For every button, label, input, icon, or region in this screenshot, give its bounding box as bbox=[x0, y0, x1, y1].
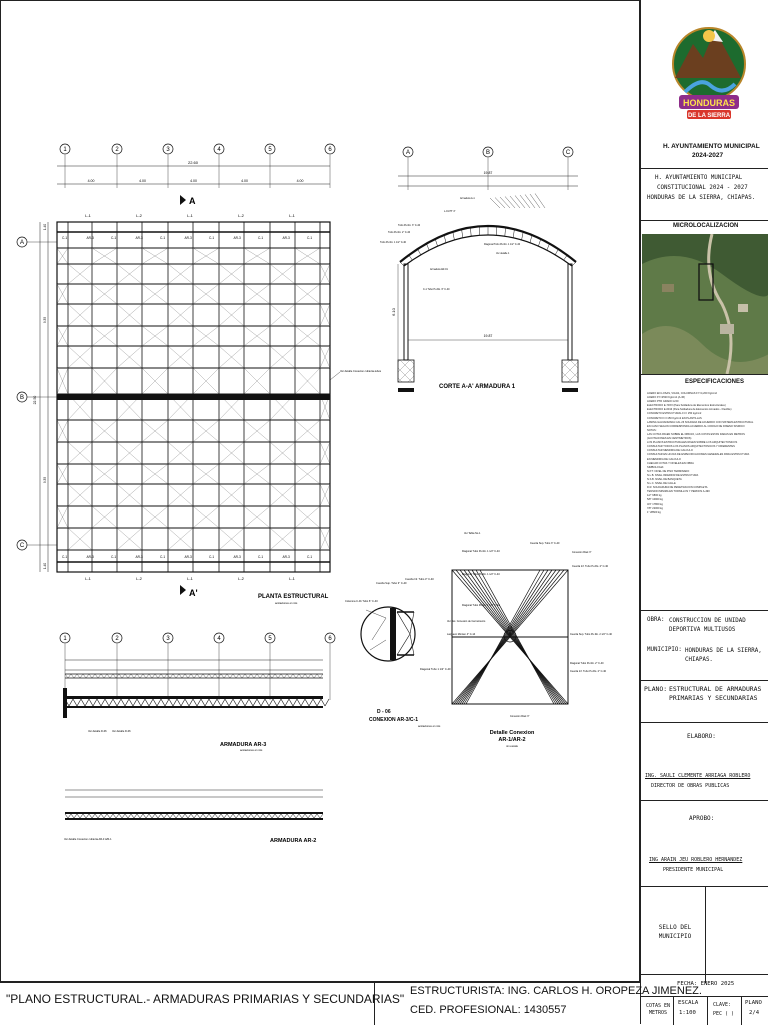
detail-conn-label: Cuerda Sup. Tubo 3" C-40 bbox=[530, 542, 560, 545]
cut-mark-top-icon bbox=[180, 195, 186, 205]
truss-ar3-scale: acotaciones en mts bbox=[240, 748, 263, 752]
truss-ar3-web bbox=[65, 674, 329, 706]
plan-truss-label: C-1 bbox=[209, 236, 214, 240]
aprobo-label: APROBO: bbox=[689, 815, 714, 822]
plan-side-dim: 9.35 bbox=[43, 477, 47, 483]
cut-mark-top: A bbox=[189, 196, 196, 206]
plan-truss-label: C-1 bbox=[160, 236, 165, 240]
spec-item: EN MEMORIA DE CALCULO bbox=[647, 458, 763, 462]
spec-title: ESPECIFICACIONES bbox=[685, 379, 744, 385]
detail-conn-label: Conexion Rtek 3" bbox=[572, 551, 591, 554]
plan-axis-5-label: 5 bbox=[268, 147, 272, 153]
plan-beam-label: L-2 bbox=[238, 576, 245, 581]
plan-truss-label: AR-3 bbox=[87, 555, 94, 559]
plan-truss-label: C-1 bbox=[209, 555, 214, 559]
footer-title: "PLANO ESTRUCTURAL.- ARMADURAS PRIMARIAS Y SECUNDARIAS" bbox=[6, 992, 404, 1006]
truss-ar3-axes bbox=[60, 633, 335, 700]
detail-d06-label-2: Cuerda Inf. Tubo 3" C-40 bbox=[405, 577, 434, 581]
plan-axis-4-label: 4 bbox=[217, 147, 221, 153]
plan-axis-4 bbox=[214, 144, 224, 154]
spec-item: 1" 28600 kg bbox=[647, 511, 763, 515]
detail-conn-scale: sin escala bbox=[506, 744, 518, 748]
section-label: Armadura AR-01 bbox=[430, 268, 448, 271]
truss-ar3-note2: Ver detalle D-06 bbox=[112, 729, 131, 733]
plano-value: ESTRUCTURAL DE ARMADURAS PRIMARIAS Y SECUNDARIAS bbox=[669, 685, 767, 703]
section-axis-C-label: C bbox=[566, 150, 571, 156]
plan-axis-1 bbox=[60, 144, 70, 154]
spec-item: NOTAS: bbox=[647, 429, 763, 433]
spec-item: CONSULTAR TODOS LOS PLANOS ARQUITECTONICOS Y DIFERENTES bbox=[647, 445, 763, 449]
spec-item: CONCRETO ESTRUCTURAL F'c= 250 kg/cm2 bbox=[647, 412, 763, 416]
spec-item: 1/2" 6800 kg bbox=[647, 494, 763, 498]
plan-truss-label: AR-3 bbox=[283, 236, 290, 240]
section-axis-A bbox=[403, 147, 413, 157]
truss-axis-6-label: 6 bbox=[328, 636, 332, 642]
spec-item: LAMINA GALVANIZADA CAL 26 SOLDADA DE ACUERDO CON SISTEMA ESTRUCTURAL bbox=[647, 421, 763, 425]
logo-text-2: DE LA SIERRA bbox=[688, 113, 731, 119]
plano-num-label: PLANO bbox=[745, 1000, 762, 1006]
section-label: Tubo Pu.Ro. 1 1/2" C-40 bbox=[380, 241, 407, 244]
micro-header bbox=[641, 220, 768, 235]
elaboro-role: DIRECTOR DE OBRAS PUBLICAS bbox=[651, 783, 729, 789]
plan-axis-3-label: 3 bbox=[166, 147, 170, 153]
plan-truss-label: C-1 bbox=[160, 555, 165, 559]
plan-truss-label: C-1 bbox=[62, 236, 67, 240]
aprobo-role: PRESIDENTE MUNICIPAL bbox=[663, 867, 723, 873]
spec-item: D.R. SOLDADURA DE PENETRACION COMPLETA bbox=[647, 486, 763, 490]
detail-d06-label-1: Cuerda Sup. Tubo 3" C-40 bbox=[376, 581, 407, 585]
plan-beam-label: L-1 bbox=[289, 576, 296, 581]
section-label: Tubo Pu.Ro. 3" C-40 bbox=[398, 224, 421, 227]
plan-title: PLANTA ESTRUCTURAL bbox=[258, 594, 329, 600]
clave-value: PEC ( ) bbox=[713, 1011, 734, 1017]
spec-item: ACERO FY=2530 Kg/cm2 (A-36) bbox=[647, 396, 763, 400]
plan-partial-dim: 4.00 bbox=[190, 179, 197, 183]
detail-d06-circle bbox=[361, 607, 415, 661]
plan-truss-label: C-1 bbox=[258, 236, 263, 240]
detail-conn-label: Larguero Monten 4" C-14 bbox=[447, 633, 476, 636]
truss-axis-5 bbox=[265, 633, 275, 643]
plan-axis-A-label: A bbox=[20, 240, 24, 246]
truss-axis-4-label: 4 bbox=[217, 636, 221, 642]
fecha: FECHA: ENERO 2025 bbox=[677, 981, 734, 987]
footer-estructurista: ESTRUCTURISTA: ING. CARLOS H. OROPEZA JIMENEZ. bbox=[410, 985, 702, 997]
section-column-right bbox=[568, 264, 572, 360]
plan-beam-label: L-1 bbox=[289, 213, 296, 218]
section-span-dim: 19.87 bbox=[484, 171, 493, 175]
section-label: Ver detalle 1 bbox=[496, 252, 510, 255]
truss-ar2-title: ARMADURA AR-2 bbox=[270, 838, 316, 844]
detail-conn-label: Diagonal Tubo Pu.Ro. 1 1/2" C-40 bbox=[462, 573, 500, 576]
plan-view bbox=[17, 144, 382, 605]
plan-axis-5 bbox=[265, 144, 275, 154]
plan-truss-label: AR-3 bbox=[234, 555, 241, 559]
section-axis-B-label: B bbox=[486, 150, 490, 156]
section-axis-A-label: A bbox=[406, 150, 410, 156]
detail-conn-view bbox=[447, 532, 612, 748]
truss-ar3-title: ARMADURA AR-3 bbox=[220, 742, 266, 748]
plan-partial-dim: 4.00 bbox=[297, 179, 304, 183]
truss-axis-4 bbox=[214, 633, 224, 643]
obra-label: OBRA: bbox=[647, 617, 664, 623]
detail-d06-label-3: Columna C-01 Tubo 6" C-40 bbox=[345, 599, 378, 603]
plan-axis-2-label: 2 bbox=[115, 147, 119, 153]
plan-side-dim: 9.35 bbox=[43, 317, 47, 323]
clave-label: CLAVE: bbox=[713, 1002, 731, 1008]
plan-conn-note: Ver detalle Conexion cubierta-tubos bbox=[340, 369, 382, 373]
plan-beam-label: L-1 bbox=[187, 576, 194, 581]
plan-beam-label: L-1 bbox=[187, 213, 194, 218]
plan-axis-6-label: 6 bbox=[328, 147, 332, 153]
plan-axis-1-label: 1 bbox=[63, 147, 67, 153]
footer-cedula: CED. PROFESIONAL: 1430557 bbox=[410, 1004, 567, 1016]
truss-axis-3 bbox=[163, 633, 173, 643]
plan-axis-C bbox=[17, 540, 27, 550]
elaboro-name: ING. SAULI CLEMENTE ARRIAGA ROBLERO bbox=[645, 773, 750, 779]
municipio-value: HONDURAS DE LA SIERRA, CHIAPAS. bbox=[685, 647, 767, 665]
truss-axis-3-label: 3 bbox=[166, 636, 170, 642]
bottom-row bbox=[641, 996, 768, 1025]
plan-truss-label: AR-3 bbox=[234, 236, 241, 240]
spec-item: CONSULTAR EN HOJAS DE ESPECIFICACIONES GENERALES PARA ESTRUCTURA bbox=[647, 453, 763, 457]
plan-truss-label: C-1 bbox=[258, 555, 263, 559]
plan-axis-B bbox=[17, 392, 27, 402]
section-arch-bottom bbox=[404, 235, 572, 266]
detail-conn-label: Cuerda Inf. Tubo Pu.Ro. 2" C-40 bbox=[570, 670, 607, 673]
truss-axis-5-label: 5 bbox=[268, 636, 272, 642]
logo-text-1: HONDURAS bbox=[683, 98, 735, 108]
detail-d06-label-4: Diagonal Tubo 1 1/2" C-40 bbox=[420, 667, 451, 671]
section-footing-left bbox=[398, 360, 414, 382]
detail-conn-label: Diagonal Tubo Pu.Ro. 2" C-40 bbox=[570, 662, 604, 665]
plan-truss-label: C-1 bbox=[307, 555, 312, 559]
spec-item: N.L.C. NIVEL DE CALLE bbox=[647, 482, 763, 486]
escala-label: ESCALA bbox=[678, 1000, 698, 1006]
plan-truss-label: C-1 bbox=[62, 555, 67, 559]
truss-axis-2-label: 2 bbox=[115, 636, 119, 642]
cotas: COTAS EN METROS bbox=[645, 1003, 671, 1017]
detail-conn-title: Detalle Conexion bbox=[490, 730, 535, 736]
spec-item: EN CASO SEGUN CORRESPONDA ACUERDO AL CODIGO DE DISENO SISMICO bbox=[647, 425, 763, 429]
plan-truss-label: C-1 bbox=[111, 555, 116, 559]
plan-truss-label: C-1 bbox=[111, 236, 116, 240]
section-arch-web bbox=[400, 226, 576, 266]
truss-ar3-note1: Ver detalle D-06 bbox=[88, 729, 107, 733]
plan-beam-label: L-2 bbox=[136, 576, 143, 581]
spec-item: N.L.B. NIVEL INFERIOR DE ESTRUCTURA bbox=[647, 474, 763, 478]
plan-total-dim: 22.60 bbox=[188, 160, 199, 165]
truss-ar2-web bbox=[65, 814, 323, 818]
plan-axis-B-label: B bbox=[20, 395, 24, 401]
detail-conn-label: Ver Tabla No.1 bbox=[464, 532, 481, 535]
plan-side-dim: 1.40 bbox=[43, 224, 47, 230]
plan-truss-label: C-1 bbox=[307, 236, 312, 240]
aprobo-name: ING ARAIN JEU ROBLERO HERNANDEZ bbox=[649, 857, 742, 863]
section-label: C-1 Tubo Pu.Ro. 6" C-40 bbox=[423, 288, 450, 291]
section-label: Diagonal Tubo Pu.Ro. 1 1/2" C-40 bbox=[484, 243, 521, 246]
plano-label: PLANO: bbox=[644, 685, 667, 693]
elaboro-label: ELABORO: bbox=[687, 733, 716, 740]
spec-list bbox=[647, 392, 763, 515]
sello-box bbox=[641, 886, 768, 983]
section-column-left bbox=[404, 264, 408, 360]
plan-partial-dim: 4.00 bbox=[241, 179, 248, 183]
section-span-inner: 19.87 bbox=[484, 334, 493, 338]
plan-side-dims bbox=[43, 224, 47, 569]
spec-item: CHECAR COTAS Y NIVELES EN OBRA bbox=[647, 462, 763, 466]
spec-item: ELECTRODO E-70XX (Para Soldadura de Elementos Estructurales) bbox=[647, 404, 763, 408]
micro-title: MICROLOCALIZACION bbox=[673, 223, 738, 229]
obra-value: CONSTRUCCION DE UNIDAD DEPORTIVA MULTIUSOS bbox=[669, 617, 765, 635]
municipio-label: MUNICIPIO: bbox=[647, 647, 682, 653]
spec-item: N.S.B. NIVEL DE BANQUETA bbox=[647, 478, 763, 482]
ayto-years: 2024-2027 bbox=[692, 152, 723, 159]
plan-truss-label: AR-3 bbox=[185, 555, 192, 559]
truss-ar3-view bbox=[60, 633, 335, 752]
section-label: Armadura A-1 bbox=[460, 197, 475, 200]
spec-item: SIMBOLOGIA: bbox=[647, 466, 763, 470]
plan-truss-label: AR-3 bbox=[136, 555, 143, 559]
spec-item: LOS PLANOS ESTRUCTURALES RIGEN SOBRE LOS ARQUITECTONICOS bbox=[647, 441, 763, 445]
detail-conn-label: Conexion Rtek 3" bbox=[510, 715, 529, 718]
plan-axis-C-label: C bbox=[20, 543, 25, 549]
cut-mark-bottom-icon bbox=[180, 585, 186, 595]
plan-scale-note: acotaciones en mts bbox=[275, 601, 298, 605]
detail-conn-label: Diagonal Tubo Pu.Ro. 1 1/2" C-40 bbox=[462, 550, 500, 553]
spec-item: 3/4" 17800 kg bbox=[647, 503, 763, 507]
truss-ar2-note: Ver detalle Conexion cubierta AR-3 A/R-1 bbox=[64, 837, 112, 841]
plan-truss-label: AR-3 bbox=[87, 236, 94, 240]
plan-partial-dim: 4.00 bbox=[139, 179, 146, 183]
spec-item: ELECTRODO E-6013 (Para Soldadura de Elementos Armados - Flexible) bbox=[647, 408, 763, 412]
plan-beam-label: L-2 bbox=[136, 213, 143, 218]
detail-conn-label: Cuerda Inf. Tubo Pu.Ro. 2" C-40 bbox=[572, 565, 609, 568]
truss-axis-6 bbox=[325, 633, 335, 643]
plan-axes-side bbox=[17, 237, 57, 550]
section-title: CORTE A-A' ARMADURA 1 bbox=[439, 384, 516, 390]
spec-item: ACERO EN LOSAS, VIGAS, COLUMNAS FY=4,200 Kg/cm2 bbox=[647, 392, 763, 396]
header-box bbox=[641, 168, 768, 221]
section-height-dim: 6.10 bbox=[391, 307, 396, 316]
plan-axis-3 bbox=[163, 144, 173, 154]
detail-d06-title: D - 06 bbox=[377, 709, 391, 715]
spec-item: LAS COTAS RIGEN SOBRE EL DIBUJO, LAS COTAS ESTAN DADAS EN METROS bbox=[647, 433, 763, 437]
spec-item: CONSULTAR MEMORIA DE CALCULO bbox=[647, 449, 763, 453]
spec-item: (ACOTACIONES EN CENTIMETROS) bbox=[647, 437, 763, 441]
elaboro-box bbox=[641, 722, 768, 801]
plan-partial-dims bbox=[88, 179, 304, 183]
section-view bbox=[380, 147, 578, 392]
plan-ridge-beam bbox=[57, 394, 330, 400]
header-line-1: H. AYUNTAMIENTO MUNICIPAL bbox=[655, 175, 742, 181]
detail-d06-subtitle: CONEXION AR-3/C-1 bbox=[369, 717, 418, 723]
detail-conn-label: Cuerda Sup. Tubo Pu.Ro. 2 1/2" C-40 bbox=[570, 633, 612, 636]
aprobo-box bbox=[641, 800, 768, 887]
section-labels bbox=[380, 194, 545, 292]
sello-label: SELLO DEL MUNICIPIO bbox=[655, 923, 695, 941]
detail-conn-label: Ver Det. Conexion de Cerramiento bbox=[447, 620, 486, 623]
plan-truss-label: AR-3 bbox=[283, 555, 290, 559]
plano-num-value: 2/4 bbox=[749, 1010, 759, 1016]
footer-strip bbox=[0, 982, 640, 1024]
truss-ar2-view bbox=[64, 790, 323, 844]
plan-side-dim: 1.40 bbox=[43, 563, 47, 569]
escala-value: 1:100 bbox=[679, 1010, 696, 1016]
spec-item: N.P.T. NIVEL DE PISO TERMINADO bbox=[647, 470, 763, 474]
plan-truss-label: AR-3 bbox=[136, 236, 143, 240]
plan-beam-label: L-1 bbox=[85, 213, 92, 218]
detail-d06-scale: acotaciones en mts bbox=[418, 724, 441, 728]
plano-box bbox=[641, 680, 768, 723]
plan-partial-dim: 4.00 bbox=[88, 179, 95, 183]
section-axis-C bbox=[563, 147, 573, 157]
truss-ar3-column-left bbox=[63, 688, 67, 718]
header-line-2: CONSTITUCIONAL 2024 - 2027 bbox=[657, 185, 748, 191]
plan-beam-label: L-1 bbox=[85, 576, 92, 581]
title-block bbox=[640, 0, 768, 1024]
plan-axis-A bbox=[17, 237, 27, 247]
plan-axis-6 bbox=[325, 144, 335, 154]
truss-axis-1-label: 1 bbox=[63, 636, 67, 642]
truss-axis-1 bbox=[60, 633, 70, 643]
section-label: L-01 HT 4" bbox=[444, 210, 456, 213]
plan-beam-label: L-2 bbox=[238, 213, 245, 218]
detail-d06-view bbox=[345, 577, 451, 728]
detail-conn-lines bbox=[452, 570, 568, 704]
spec-item: CONCRETO F'c=150 Kg/cm2 EN PLANTILLAS bbox=[647, 417, 763, 421]
spec-item: 7/8" 22000 kg bbox=[647, 507, 763, 511]
section-axes bbox=[403, 147, 573, 190]
section-label: Tubo Pu.Ro. 2" C-40 bbox=[388, 231, 411, 234]
detail-conn-labels bbox=[447, 532, 612, 718]
detail-conn-label: Diagonal Tubo Pu.Ro. 1 1/2" C-40 bbox=[462, 604, 500, 607]
spec-item: TENSION MINIMA EN TORNILLOS Y PERNOS A-490 bbox=[647, 490, 763, 494]
plan-side-total-dim: 22.50 bbox=[33, 396, 37, 405]
plan-axis-2 bbox=[112, 144, 122, 154]
truss-axis-2 bbox=[112, 633, 122, 643]
section-footing-right bbox=[562, 360, 578, 382]
obra-box bbox=[641, 610, 768, 681]
ayto-title: H. AYUNTAMIENTO MUNICIPAL bbox=[663, 143, 760, 150]
detail-conn-subtitle: AR-1/AR-2 bbox=[498, 737, 525, 743]
section-axis-B bbox=[483, 147, 493, 157]
spec-item: 5/8" 10900 kg bbox=[647, 498, 763, 502]
municipal-logo bbox=[641, 0, 768, 140]
cut-mark-bottom: A' bbox=[189, 588, 198, 598]
header-line-3: HONDURAS DE LA SIERRA, CHIAPAS. bbox=[647, 195, 755, 201]
spec-item: ACERO PTR GRADO A-50 bbox=[647, 400, 763, 404]
micro-map bbox=[642, 234, 768, 374]
plan-truss-label: AR-3 bbox=[185, 236, 192, 240]
